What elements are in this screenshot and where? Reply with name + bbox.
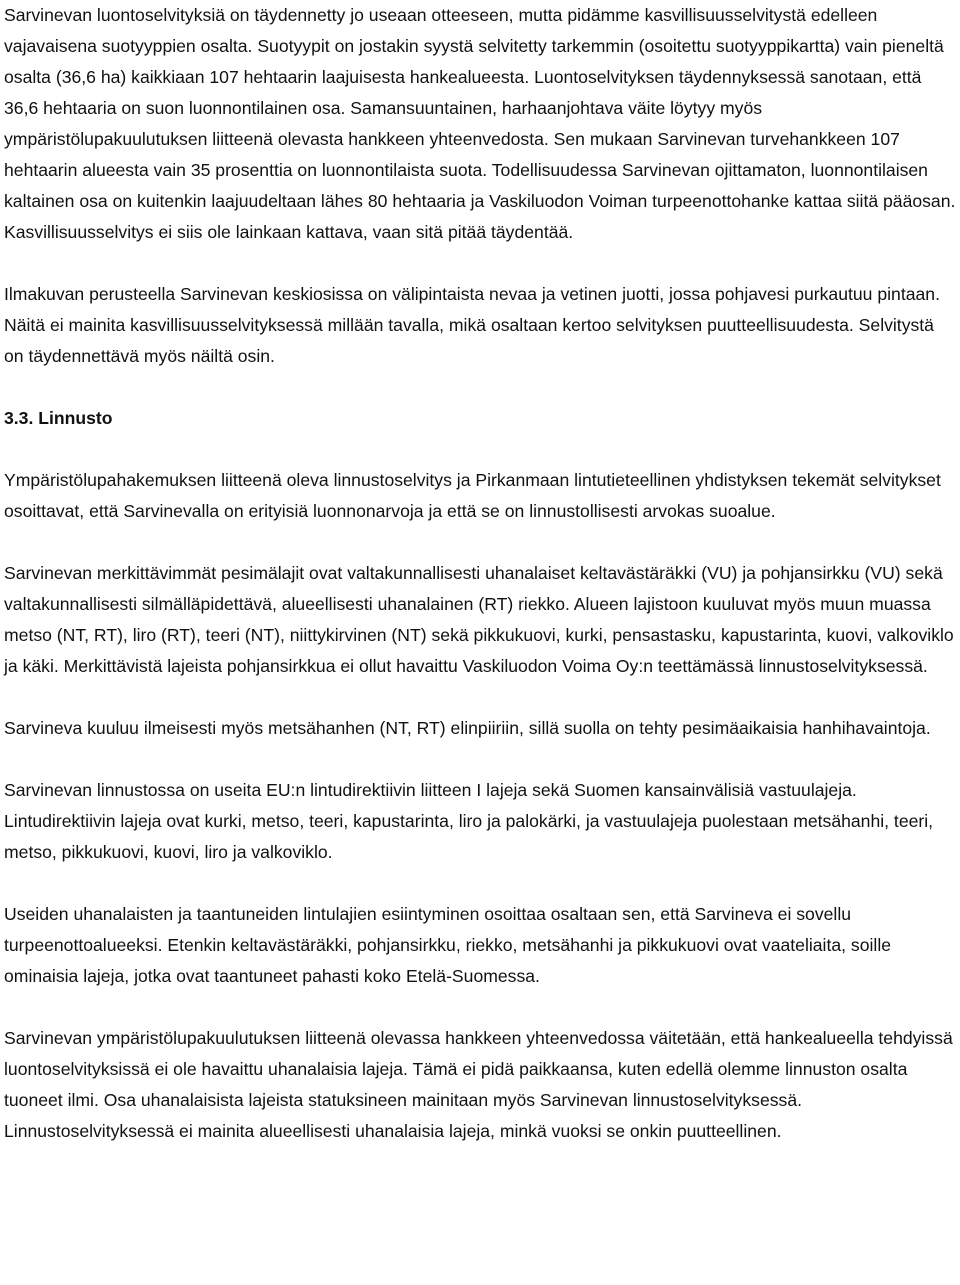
paragraph-aerial-photo: Ilmakuvan perusteella Sarvinevan keskiosissa on välipintaista nevaa ja vetinen juotti, jossa pohjavesi purkautuu pintaan. Näitä ei mainita kasvillisuusselvityksessä millään tavalla, mikä osaltaan kertoo selvityksen puutteellisuudesta. Selvitystä on täydennettävä myös näiltä osin. <box>4 284 940 366</box>
paragraph-text: Samansuuntainen, harhaanjohtava väite löytyy myös ympäristölupakuulutuksen liitteenä olevasta hankkeen yhteenvedosta. Sen mukaan Sarvinevan turvehankkeen 107 hehtaarin alueesta vain 35 prosenttia on luonnontilaista suota. Todellisuudessa Sarvinevan ojittamaton, luonnontilaisen kaltainen osa on kuitenkin laajuudeltaan lähes 80 hehtaaria ja Vaskiluodon Voiman turpeenottohanke kattaa siitä pääosan. Kasvillisuusselvitys ei siis ole lainkaan kattava, vaan sitä pitää täydentää. <box>4 98 956 242</box>
paragraph-gap <box>4 992 956 1023</box>
paragraph-eu-directive: Sarvinevan linnustossa on useita EU:n lintudirektiivin liitteen I lajeja sekä Suomen kansainvälisiä vastuulajeja. Lintudirektiivin lajeja ovat kurki, metso, teeri, kapustarinta, liro ja palokärki, ja vastuulajeja puolestaan metsähanhi, teeri, metso, pikkukuovi, kuovi, liro ja valkoviklo. <box>4 780 934 862</box>
paragraph-gap <box>4 744 956 775</box>
paragraph-bean-goose: Sarvineva kuuluu ilmeisesti myös metsähanhen (NT, RT) elinpiiriin, sillä suolla on tehty pesimäaikaisia hanhihavaintoja. <box>4 718 931 738</box>
paragraph-bird-survey: Ympäristölupahakemuksen liitteenä oleva linnustoselvitys ja Pirkanmaan lintutieteellinen yhdistyksen tekemät selvitykset osoittavat, että Sarvinevalla on erityisiä luonnonarvoja ja että se on linnustollisesti arvokas suoalue. <box>4 470 941 521</box>
paragraph-unsuitability: Useiden uhanalaisten ja taantuneiden lintulajien esiintyminen osoittaa osaltaan sen, että Sarvineva ei sovellu turpeenottoalueeksi. Etenkin keltavästäräkki, pohjansirkku, riekko, metsähanhi ja pikkukuovi ovat vaateliaita, soille ominaisia lajeja, jotka ovat taantuneet pahasti koko Etelä-Suomessa. <box>4 904 892 986</box>
paragraph-breeding-species: Sarvinevan merkittävimmät pesimälajit ovat valtakunnallisesti uhanalaiset keltavästäräkki (VU) ja pohjansirkku (VU) sekä valtakunnallisesti silmälläpidettävä, alueellisesti uhanalainen (RT) riekko. Alueen lajistoon kuuluvat myös muun muassa metso (NT, RT), liro (RT), teeri (NT), niittykirvinen (NT) sekä pikkukuovi, kurki, pensastasku, kapustarinta, kuovi, valkoviklo ja käki. Merkittävistä lajeista pohjansirkkua ei ollut havaittu Vaskiluodon Voima Oy:n teettämässä linnustoselvityksessä. <box>4 563 954 676</box>
paragraph-vegetation-survey <box>4 0 956 248</box>
paragraph-gap <box>4 868 956 899</box>
paragraph-gap <box>4 434 956 465</box>
paragraph-text: Sarvinevan luontoselvityksiä on täydennetty jo useaan otteeseen, mutta pidämme kasvillisuusselvitystä edelleen vajavaisena suotyyppien osalta. Suotyypit on jostakin syystä selvitetty tarkemmin (osoitettu suotyyppikartta) vain pieneltä osalta (36,6 ha) kaikkiaan 107 hehtaarin laajuisesta hankealueesta. <box>4 5 944 87</box>
paragraph-gap <box>4 527 956 558</box>
document-page <box>4 0 956 1147</box>
section-heading: 3.3. Linnusto <box>4 408 113 428</box>
paragraph-gap <box>4 372 956 403</box>
paragraph-gap <box>4 682 956 713</box>
paragraph-summary-claim: Sarvinevan ympäristölupakuulutuksen liitteenä olevassa hankkeen yhteenvedossa väitetään, että hankealueella tehdyissä luontoselvityksissä ei ole havaittu uhanalaisia lajeja. Tämä ei pidä paikkaansa, kuten edellä olemme linnuston osalta tuoneet ilmi. Osa uhanalaisista lajeista statuksineen mainitaan myös Sarvinevan linnustoselvityksessä. Linnustoselvityksessä ei mainita alueellisesti uhanalaisia lajeja, minkä vuoksi se onkin puutteellinen. <box>4 1028 953 1141</box>
paragraph-text: Luontoselvityksen täydennyksessä sanotaan, että 36,6 hehtaaria on suon luonnontilainen osa. <box>4 67 922 118</box>
paragraph-gap <box>4 248 956 279</box>
